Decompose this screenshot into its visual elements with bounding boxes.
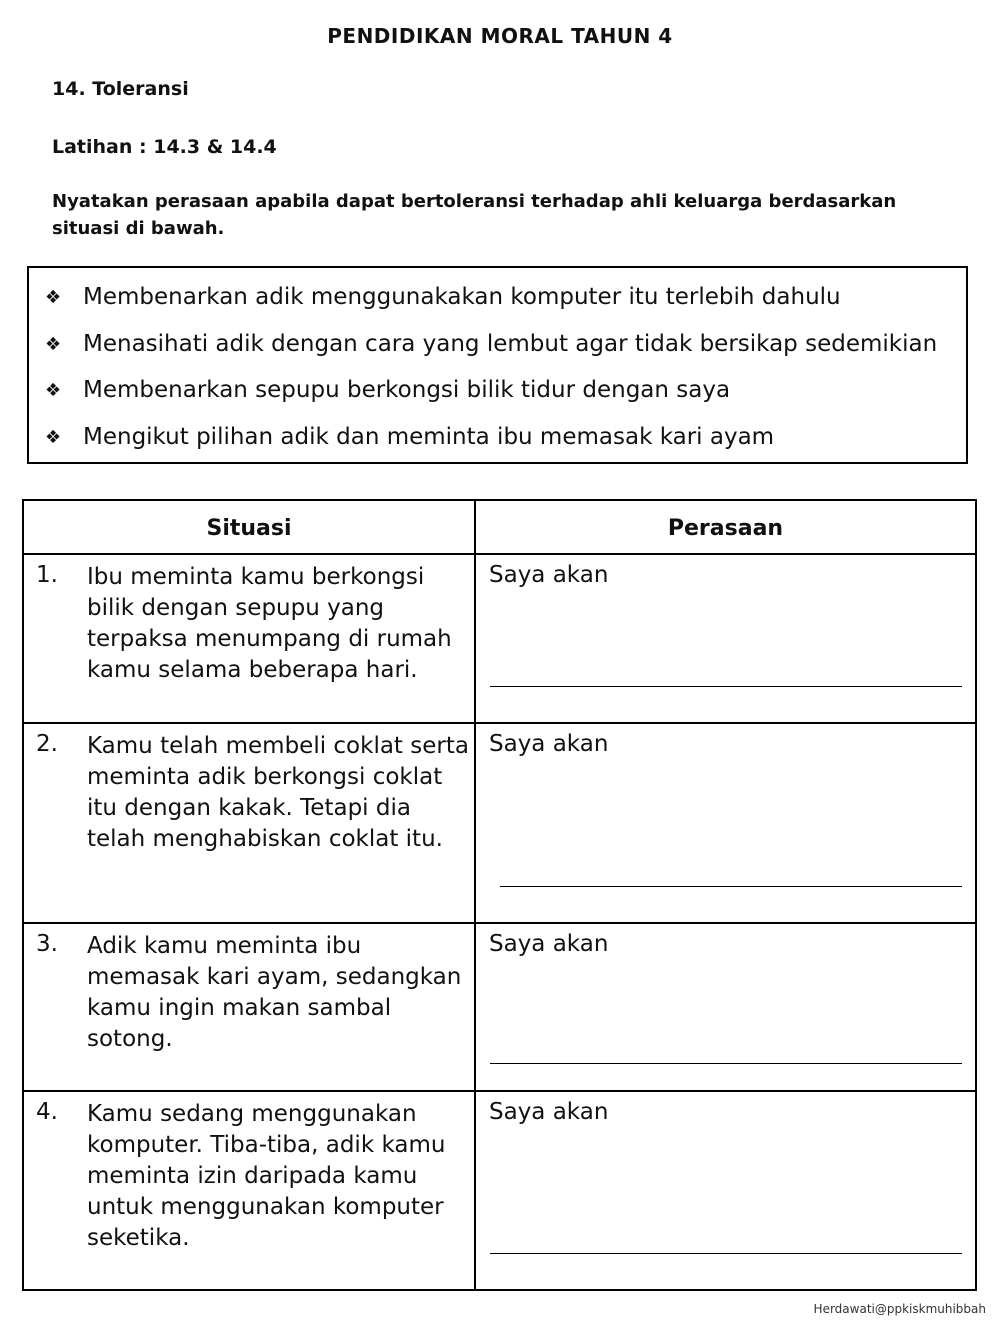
- row-divider: [24, 722, 975, 724]
- exercise-label: Latihan : 14.3 & 14.4: [52, 136, 277, 158]
- diamond-bullet-icon: ❖: [45, 333, 62, 355]
- feeling-prompt: Saya akan: [489, 1099, 609, 1125]
- diamond-bullet-icon: ❖: [45, 379, 62, 401]
- column-divider: [474, 501, 476, 1289]
- option-item[interactable]: [45, 284, 841, 310]
- situation-text: Ibu meminta kamu berkongsi bilik dengan sepupu yang terpaksa menumpang di rumah kamu selama beberapa hari.: [87, 564, 452, 683]
- situation-text: Kamu sedang menggunakan komputer. Tiba-tiba, adik kamu meminta izin daripada kamu untuk menggunakan komputer seketika.: [87, 1101, 446, 1251]
- answer-line[interactable]: [490, 686, 962, 687]
- option-item[interactable]: [45, 424, 774, 450]
- situation-table: [22, 499, 977, 1291]
- feeling-prompt: Saya akan: [489, 931, 609, 957]
- answer-line[interactable]: [500, 886, 962, 887]
- option-item[interactable]: [45, 377, 730, 403]
- footer-credit: Herdawati@ppkiskmuhibbah: [813, 1302, 986, 1316]
- option-text: Membenarkan adik menggunakakan komputer itu terlebih dahulu: [83, 284, 841, 310]
- row-number: 1.: [36, 562, 58, 588]
- topic-heading: 14. Toleransi: [52, 78, 189, 100]
- page-title: PENDIDIKAN MORAL TAHUN 4: [327, 24, 673, 48]
- row-number: 2.: [36, 731, 58, 757]
- column-header-situasi: Situasi: [206, 515, 292, 541]
- option-item[interactable]: [45, 331, 937, 357]
- column-header-perasaan: Perasaan: [667, 515, 784, 541]
- situation-text: Adik kamu meminta ibu memasak kari ayam, sedangkan kamu ingin makan sambal sotong.: [87, 933, 462, 1052]
- diamond-bullet-icon: ❖: [45, 286, 62, 308]
- option-text: Mengikut pilihan adik dan meminta ibu memasak kari ayam: [83, 424, 775, 450]
- diamond-bullet-icon: ❖: [45, 426, 62, 448]
- answer-line[interactable]: [490, 1063, 962, 1064]
- answer-options-box: [27, 266, 968, 464]
- row-number: 4.: [36, 1099, 58, 1125]
- row-divider: [24, 1090, 975, 1092]
- option-text: Menasihati adik dengan cara yang lembut agar tidak bersikap sedemikian: [83, 331, 938, 357]
- instruction-text: Nyatakan perasaan apabila dapat bertoleransi terhadap ahli keluarga berdasarkan situasi di bawah.: [52, 191, 897, 239]
- row-divider: [24, 922, 975, 924]
- feeling-prompt: Saya akan: [489, 562, 609, 588]
- situation-text: Kamu telah membeli coklat serta meminta adik berkongsi coklat itu dengan kakak. Tetapi dia telah menghabiskan coklat itu.: [87, 733, 469, 852]
- row-number: 3.: [36, 931, 58, 957]
- option-text: Membenarkan sepupu berkongsi bilik tidur dengan saya: [83, 377, 731, 403]
- feeling-prompt: Saya akan: [489, 731, 609, 757]
- answer-line[interactable]: [490, 1253, 962, 1254]
